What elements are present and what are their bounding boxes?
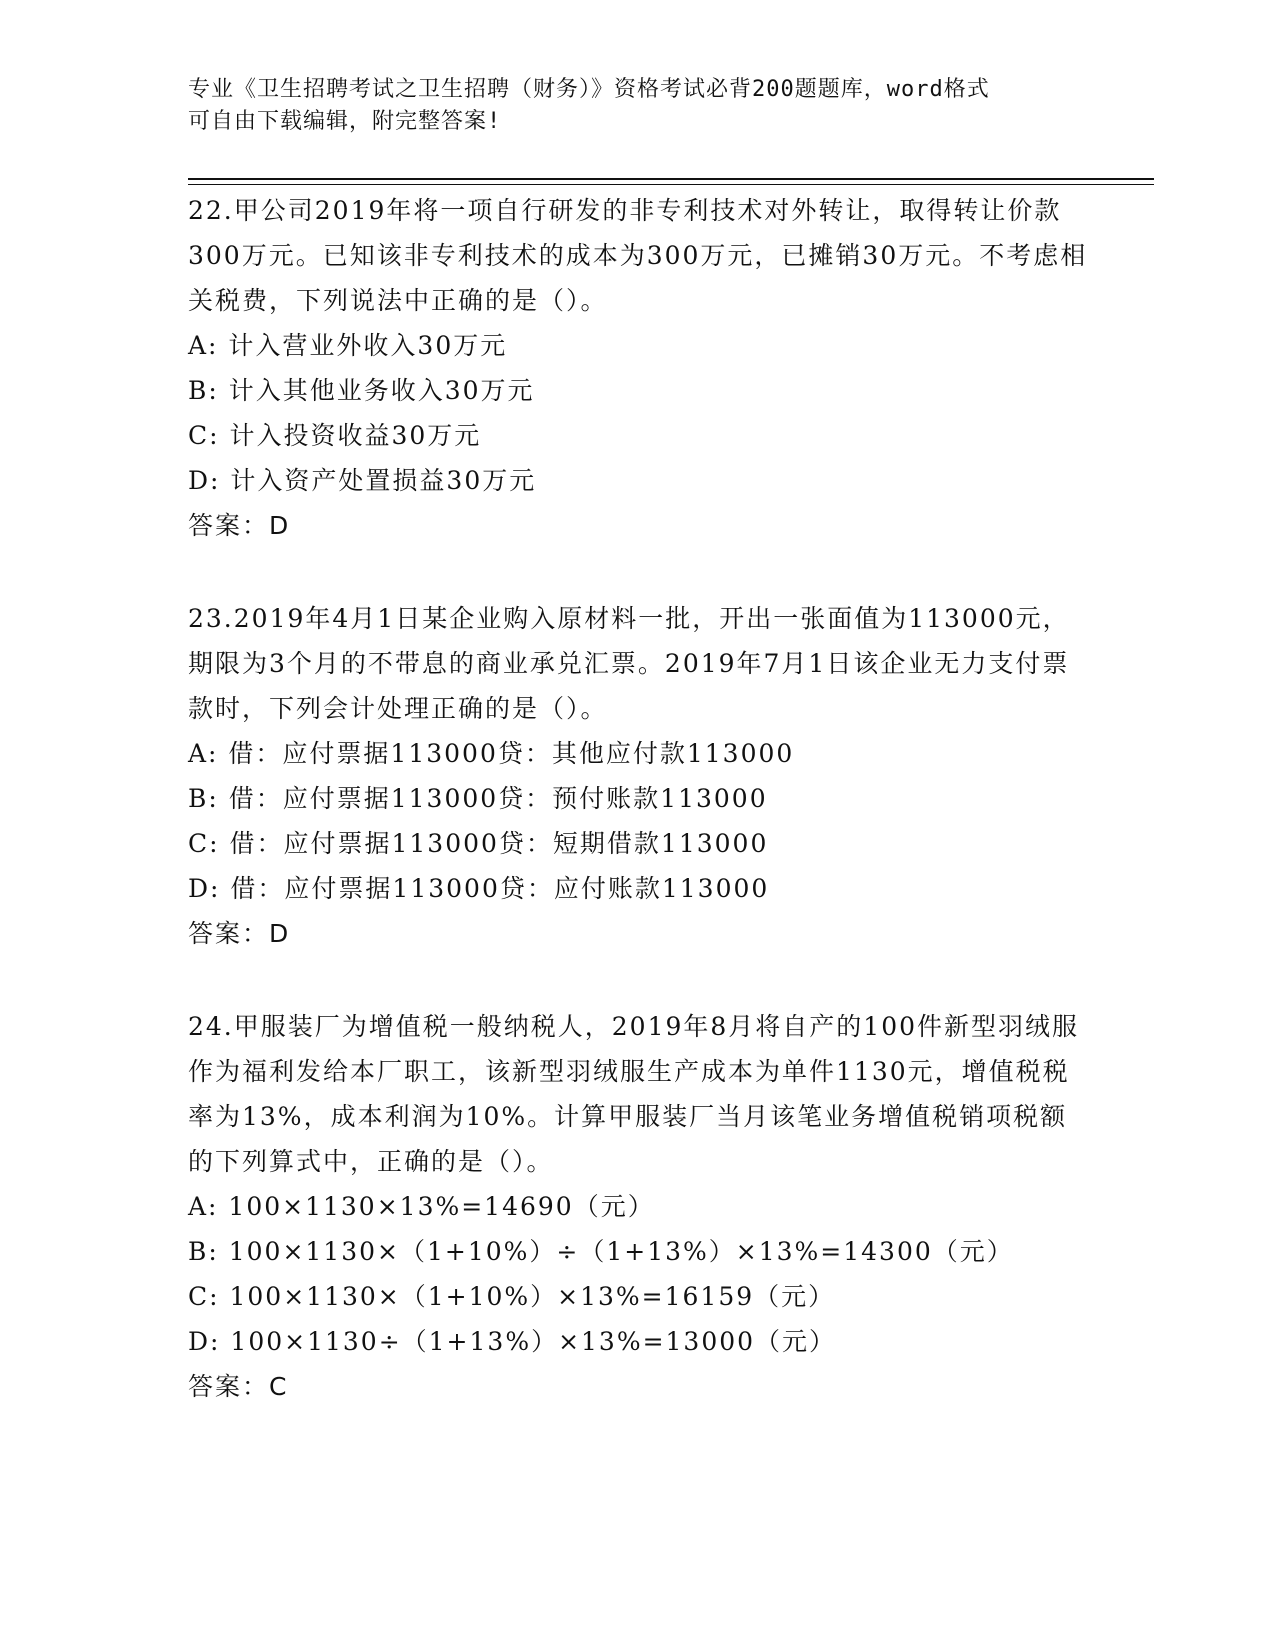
header-title-line-1: 专业《卫生招聘考试之卫生招聘（财务）》资格考试必背200题题库，word格式 bbox=[188, 77, 990, 102]
option-d: D: 计入资产处置损益30万元 bbox=[188, 466, 537, 495]
option-c: C: 100×1130×（1+10%）×13%=16159（元） bbox=[188, 1282, 836, 1311]
option-d: D: 100×1130÷（1+13%）×13%=13000（元） bbox=[188, 1327, 837, 1356]
option-a: A: 计入营业外收入30万元 bbox=[188, 331, 508, 360]
answer-line: 答案：C bbox=[188, 1372, 289, 1401]
option-c: C: 借：应付票据113000贷：短期借款113000 bbox=[188, 829, 769, 858]
question-stem: 24.甲服装厂为增值税一般纳税人，2019年8月将自产的100件新型羽绒服作为福利发给本厂职工，该新型羽绒服生产成本为单件1130元，增值税税率为13%，成本利润为10%。计算甲服装厂当月该笔业务增值税销项税额的下列算式中，正确的是（）。 bbox=[188, 1012, 1080, 1176]
option-a: A: 100×1130×13%=14690（元） bbox=[188, 1192, 655, 1221]
question-stem: 23.2019年4月1日某企业购入原材料一批，开出一张面值为113000元，期限为3个月的不带息的商业承兑汇票。2019年7月1日该企业无力支付票款时，下列会计处理正确的是（）。 bbox=[188, 604, 1070, 723]
header-divider-thick bbox=[188, 178, 1154, 180]
question-22 bbox=[188, 188, 1088, 548]
question-23 bbox=[188, 596, 1088, 956]
option-d: D: 借：应付票据113000贷：应付账款113000 bbox=[188, 874, 770, 903]
answer-line: 答案：D bbox=[188, 511, 291, 540]
option-b: B: 计入其他业务收入30万元 bbox=[188, 376, 535, 405]
header-title-line-2: 可自由下载编辑，附完整答案! bbox=[188, 109, 502, 134]
question-stem: 22.甲公司2019年将一项自行研发的非专利技术对外转让，取得转让价款300万元。已知该非专利技术的成本为300万元，已摊销30万元。不考虑相关税费，下列说法中正确的是（）。 bbox=[188, 196, 1088, 315]
question-24 bbox=[188, 1004, 1088, 1409]
answer-line: 答案：D bbox=[188, 919, 291, 948]
header-divider-thin bbox=[188, 184, 1154, 185]
option-a: A: 借：应付票据113000贷：其他应付款113000 bbox=[188, 739, 795, 768]
document-header bbox=[188, 74, 1068, 138]
option-b: B: 借：应付票据113000贷：预付账款113000 bbox=[188, 784, 768, 813]
option-c: C: 计入投资收益30万元 bbox=[188, 421, 482, 450]
option-b: B: 100×1130×（1+10%）÷（1+13%）×13%=14300（元） bbox=[188, 1237, 1014, 1266]
